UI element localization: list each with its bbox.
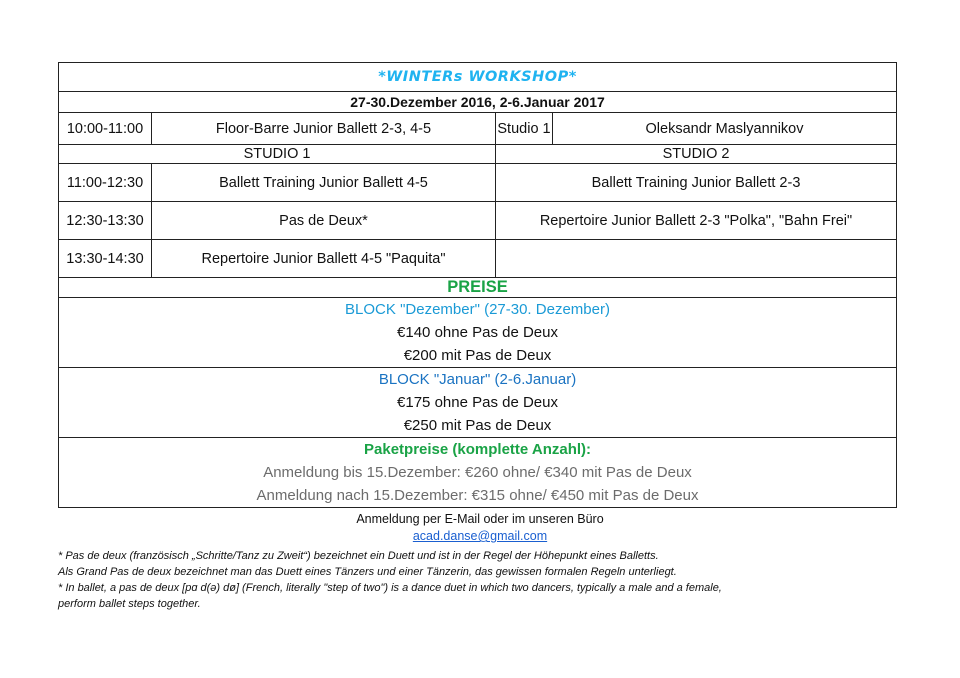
studio1-class: Pas de Deux* (152, 202, 496, 240)
footnotes (58, 548, 918, 612)
schedule-row (59, 240, 897, 278)
time-cell: 13:30-14:30 (59, 240, 152, 278)
studio2-header: STUDIO 2 (496, 145, 897, 164)
teacher-cell: Oleksandr Maslyannikov (553, 113, 897, 145)
studio1-class: Repertoire Junior Ballett 4-5 "Paquita" (152, 240, 496, 278)
studio1-header: STUDIO 1 (59, 145, 496, 164)
time-cell: 11:00-12:30 (59, 164, 152, 202)
studio-cell: Studio 1 (496, 113, 553, 145)
workshop-title: *WINTERs WORKSHOP* (59, 63, 897, 92)
footnote-line: * In ballet, a pas de deux [pɑ d(ə) dø] (French, literally "step of two") is a dance duet in which two dancers, typically a male and a female, (58, 582, 722, 594)
email-link[interactable]: acad.danse@gmail.com (412, 529, 548, 543)
block-december-label: BLOCK "Dezember" (27-30. Dezember) (345, 301, 610, 318)
workshop-dates: 27-30.Dezember 2016, 2-6.Januar 2017 (59, 92, 897, 113)
studio2-class: Ballett Training Junior Ballett 2-3 (496, 164, 897, 202)
time-cell: 10:00-11:00 (59, 113, 152, 145)
footnote-line: Als Grand Pas de deux bezeichnet man das Duett eines Tänzers und einer Tänzerin, das gewissen formalen Regeln unterliegt. (58, 566, 677, 578)
block-january-price-without: €175 ohne Pas de Deux (397, 394, 558, 411)
prices-heading: PREISE (59, 278, 897, 298)
floor-barre-row (59, 113, 897, 145)
time-cell: 12:30-13:30 (59, 202, 152, 240)
studio1-class: Ballett Training Junior Ballett 4-5 (152, 164, 496, 202)
footnote-line: perform ballet steps together. (58, 598, 201, 610)
schedule-table (58, 62, 897, 508)
schedule-row (59, 164, 897, 202)
class-cell: Floor-Barre Junior Ballett 2-3, 4-5 (152, 113, 496, 145)
block-december (59, 298, 897, 368)
block-january-label: BLOCK "Januar" (2-6.Januar) (378, 371, 577, 388)
block-january (59, 368, 897, 438)
block-december-price-with: €200 mit Pas de Deux (403, 347, 552, 364)
registration-text: Anmeldung per E-Mail oder im unseren Büro (356, 512, 604, 526)
block-december-price-without: €140 ohne Pas de Deux (397, 324, 558, 341)
studio-header-row (59, 145, 897, 164)
studio2-class (496, 240, 897, 278)
email-wrap (0, 529, 960, 543)
block-january-price-with: €250 mit Pas de Deux (403, 417, 552, 434)
schedule-row (59, 202, 897, 240)
studio2-class: Repertoire Junior Ballett 2-3 "Polka", "Bahn Frei" (496, 202, 897, 240)
package-heading: Paketpreise (komplette Anzahl): (364, 441, 592, 458)
footnote-line: * Pas de deux (französisch „Schritte/Tanz zu Zweit“) bezeichnet ein Duett und ist in der Regel der Höhepunkt eines Balletts. (58, 550, 659, 562)
schedule-sheet (58, 62, 896, 508)
package-prices (59, 438, 897, 508)
package-line-after: Anmeldung nach 15.Dezember: €315 ohne/ €450 mit Pas de Deux (256, 487, 699, 504)
package-line-before: Anmeldung bis 15.Dezember: €260 ohne/ €340 mit Pas de Deux (263, 464, 692, 481)
